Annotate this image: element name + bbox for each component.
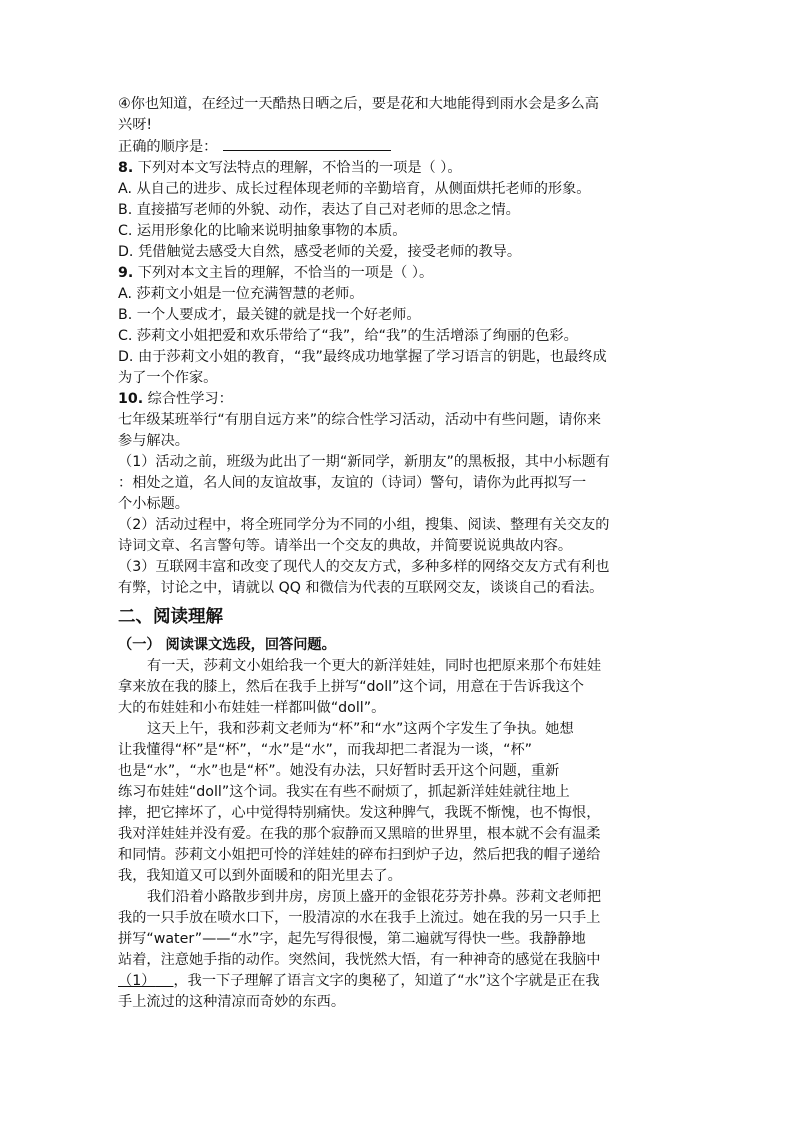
q10-intro-line2: 参与解决。 (118, 433, 189, 449)
passage-line: 站着，注意她手指的动作。突然间，我恍然大悟，有一种神奇的感觉在我脑中 (118, 952, 601, 968)
passage-line: 我，我知道又可以到外面暖和的阳光里去了。 (118, 868, 402, 884)
passage-line: 大的布娃娃和小布娃娃一样都叫做“doll”。 (118, 700, 386, 716)
part1-heading (118, 635, 678, 656)
q9-option-d-line1: D. 由于莎莉文小姐的教育，“我”最终成功地掌握了学习语言的钥匙，也最终成 (118, 349, 607, 365)
q10-sub1-line3: 个小标题。 (118, 496, 189, 512)
passage-line: 和同情。莎莉文小姐把可怜的洋娃娃的碎布扫到炉子边，然后把我的帽子递给 (118, 847, 601, 863)
q10-sub3-line2: 有弊，讨论之中，请就以 QQ 和微信为代表的互联网交友，谈谈自己的看法。 (118, 580, 604, 596)
passage-line-rest: ，我一下子理解了语言文字的奥秘了，知道了“水”这个字就是正在我 (173, 973, 600, 989)
passage-line: 让我懂得“杯”是“杯”，“水”是“水”，而我却把二者混为一谈，“杯” (118, 742, 533, 758)
q9-number: 9. (118, 265, 134, 281)
q9-option-c: C. 莎莉文小姐把爱和欢乐带给了“我”，给“我”的生活增添了绚丽的色彩。 (118, 328, 578, 344)
q7-order-answer (118, 136, 678, 158)
passage-line: 我们沿着小路散步到井房，房顶上盛开的金银花芬芳扑鼻。莎莉文老师把 (147, 889, 602, 905)
passage-line: 拼写“water”——“水”字，起先写得很慢，第二遍就写得快一些。我静静地 (118, 931, 586, 947)
passage-paragraph-2 (118, 719, 678, 887)
q10-title (118, 389, 678, 410)
blank-space (155, 973, 173, 989)
q10-intro-line1: 七年级某班举行“有朋自远方来”的综合性学习活动，活动中有些问题，请你来 (118, 412, 601, 428)
q10-sub1-line2: ：相处之道，名人间的友谊故事，友谊的（诗词）警句，请你为此再拟写一 (118, 475, 587, 491)
q10-sub3-line1: （3）互联网丰富和改变了现代人的交友方式，多种多样的网络交友方式有利也 (118, 559, 610, 575)
passage-line: 摔，把它摔坏了，心中觉得特别痛快。发这种脾气，我既不惭愧，也不悔恨， (118, 805, 601, 821)
exam-page (118, 94, 678, 1013)
section-title-reading: 二、阅读理解 (118, 607, 223, 627)
answer-blank[interactable] (223, 136, 391, 151)
passage-line: 拿来放在我的膝上，然后在我手上拼写“doll”这个词，用意在于告诉我这个 (118, 679, 584, 695)
q8-number: 8. (118, 160, 134, 176)
q8-option-b: B. 直接描写老师的外貌、动作，表达了自己对老师的思念之情。 (118, 202, 520, 218)
q9-option-a: A. 莎莉文小姐是一位充满智慧的老师。 (118, 286, 364, 302)
q9-option-d-line2: 为了一个作家。 (118, 370, 218, 386)
passage-line: 我对洋娃娃并没有爱。在我的那个寂静而又黑暗的世界里，根本就不会有温柔 (118, 826, 601, 842)
passage-line-with-blank (118, 971, 678, 992)
q8-stem-text: 下列对本文写法特点的理解，不恰当的一项是（ ）。 (137, 160, 462, 176)
passage-line: 有一天，莎莉文小姐给我一个更大的新洋娃娃，同时也把原来那个布娃娃 (147, 658, 602, 674)
q10-title-text: 综合性学习： (147, 391, 233, 407)
passage-line: 这天上午，我和莎莉文老师为“杯”和“水”这两个字发生了争执。她想 (147, 721, 574, 737)
q7-item4-line1: ④你也知道，在经过一天酷热日晒之后，要是花和大地能得到雨水会是多么高 (118, 96, 599, 112)
q9-stem (118, 263, 678, 284)
q10-sub1-line1: （1）活动之前，班级为此出了一期“新同学，新朋友”的黑板报，其中小标题有 (118, 454, 610, 470)
q8-option-d: D. 凭借触觉去感受大自然，感受老师的关爱，接受老师的教导。 (118, 244, 522, 260)
q8-stem (118, 158, 678, 179)
q10-number: 10. (118, 391, 144, 407)
order-label: 正确的顺序是： (118, 139, 218, 155)
part1-label: （一） (118, 637, 161, 653)
q7-item4-line2: 兴呀! (118, 117, 153, 133)
q9-stem-text: 下列对本文主旨的理解，不恰当的一项是（ ）。 (137, 265, 434, 281)
q8-option-c: C. 运用形象化的比喻来说明抽象事物的本质。 (118, 223, 407, 239)
q10-sub2-line1: （2）活动过程中，将全班同学分为不同的小组，搜集、阅读、整理有关交友的 (118, 517, 610, 533)
passage-line: 手上流过的这种清凉而奇妙的东西。 (118, 994, 346, 1010)
fill-blank-1[interactable]: （1） (118, 973, 156, 989)
q8-option-a: A. 从自己的进步、成长过程体现老师的辛勤培育，从侧面烘托老师的形象。 (118, 181, 591, 197)
passage-paragraph-3 (118, 887, 678, 1013)
passage-line: 我的一只手放在喷水口下，一股清凉的水在我手上流过。她在我的另一只手上 (118, 910, 601, 926)
q9-option-b: B. 一个人要成才，最关键的就是找一个好老师。 (118, 307, 421, 323)
passage-line: 也是“水”，“水”也是“杯”。她没有办法，只好暂时丢开这个问题，重新 (118, 763, 560, 779)
part1-title: 阅读课文选段，回答问题。 (165, 637, 336, 653)
passage-line: 练习布娃娃“doll”这个词。我实在有些不耐烦了，抓起新洋娃娃就往地上 (118, 784, 570, 800)
passage-paragraph-1 (118, 656, 678, 719)
q10-sub2-line2: 诗词文章、名言警句等。请举出一个交友的典故，并简要说说典故内容。 (118, 538, 573, 554)
